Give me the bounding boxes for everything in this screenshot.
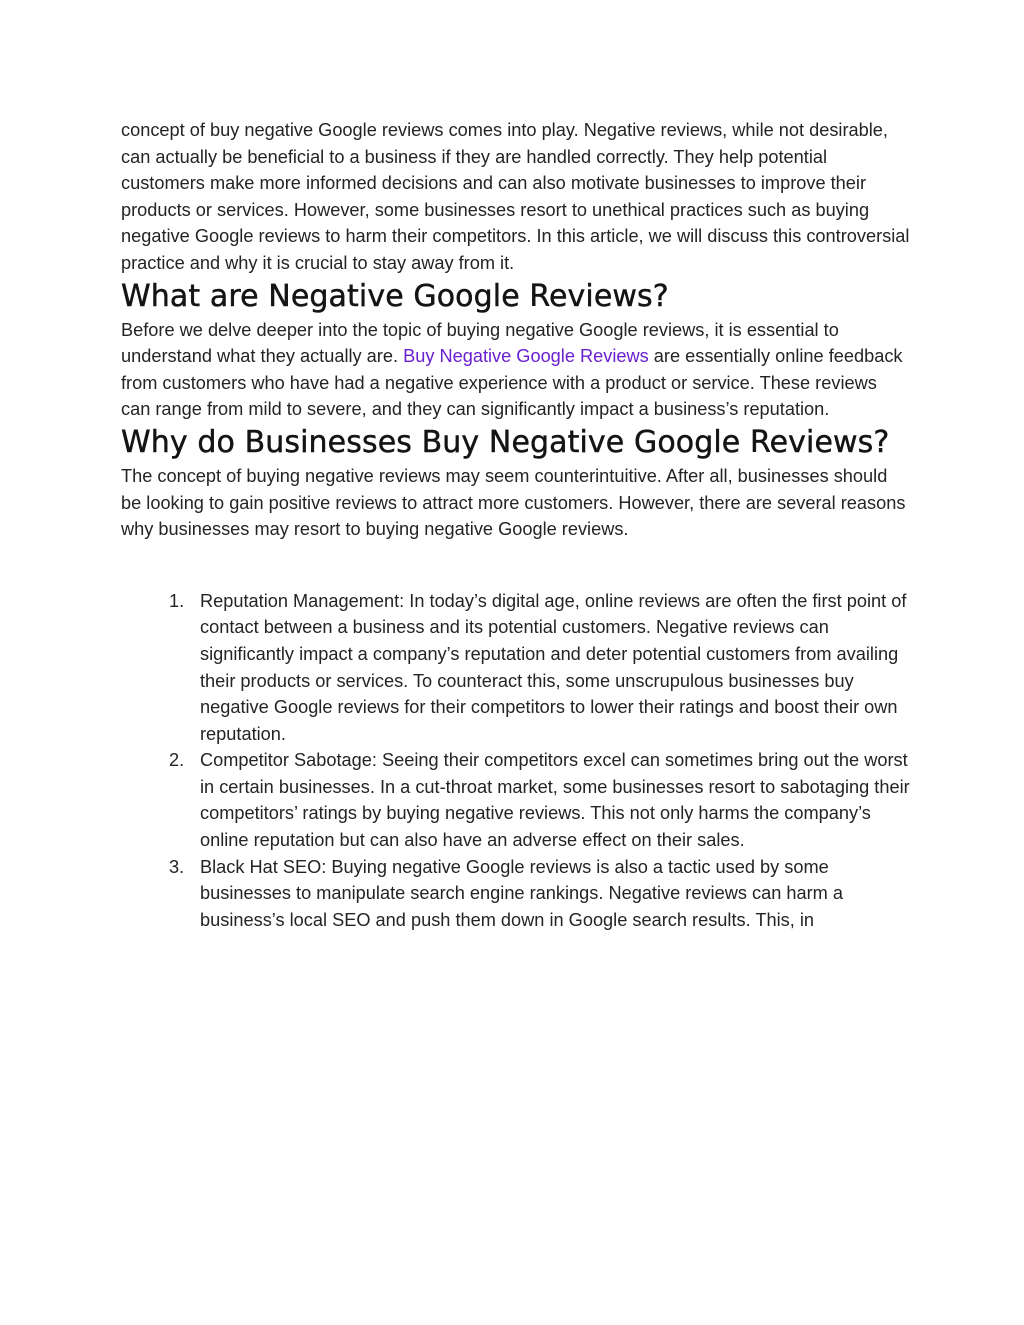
list-item bbox=[121, 747, 911, 853]
list-item-number: 1. bbox=[169, 590, 185, 611]
intro-paragraph: concept of buy negative Google reviews comes into play. Negative reviews, while not desirable, can actually be beneficial to a business if they are handled correctly. They help potential customers make more informed decisions and can also motivate businesses to improve their products or services. However, some businesses resort to unethical practices such as buying negative Google reviews to harm their competitors. In this article, we will discuss this controversial practice and why it is crucial to stay away from it. bbox=[121, 120, 910, 273]
definition-paragraph bbox=[121, 317, 911, 423]
why-intro-paragraph: The concept of buying negative reviews may seem counterintuitive. After all, businesses should be looking to gain positive reviews to attract more customers. However, there are several reasons why businesses may resort to buying negative Google reviews. bbox=[121, 465, 906, 540]
section-heading-what-are: What are Negative Google Reviews? bbox=[121, 278, 669, 314]
list-item-text: Competitor Sabotage: Seeing their competitors excel can sometimes bring out the worst in certain businesses. In a cut-throat market, some businesses resort to sabotaging their competitors’ ratings by buying negative reviews. This not only harms the company’s online reputation but can also have an adverse effect on their sales. bbox=[200, 750, 910, 851]
list-item-text: Black Hat SEO: Buying negative Google reviews is also a tactic used by some businesses to manipulate search engine rankings. Negative reviews can harm a business’s local SEO and push them down in Google search results. This, in bbox=[200, 856, 843, 930]
definition-text-after-link: are essentially online feedback from customers who have had a negative experience with a product or service. These reviews can range from mild to severe, and they can significantly impact a business’s reputation. bbox=[121, 346, 903, 420]
list-item-text: Reputation Management: In today’s digital age, online reviews are often the first point of contact between a business and its potential customers. Negative reviews can significantly impact a company’s reputation and deter potential customers from availing their products or services. To counteract this, some unscrupulous businesses buy negative Google reviews for their competitors to lower their ratings and boost their own reputation. bbox=[200, 590, 907, 744]
list-item-number: 2. bbox=[169, 750, 185, 771]
list-item bbox=[121, 854, 911, 934]
reasons-list bbox=[121, 588, 911, 934]
section-heading-why-buy: Why do Businesses Buy Negative Google Reviews? bbox=[121, 424, 890, 460]
document-page bbox=[121, 117, 911, 933]
list-item bbox=[121, 588, 911, 748]
buy-negative-google-reviews-link[interactable]: Buy Negative Google Reviews bbox=[403, 346, 649, 367]
definition-text-before-link: Before we delve deeper into the topic of buying negative Google reviews, it is essential to understand what they actually are. bbox=[121, 319, 839, 367]
list-item-number: 3. bbox=[169, 856, 185, 877]
